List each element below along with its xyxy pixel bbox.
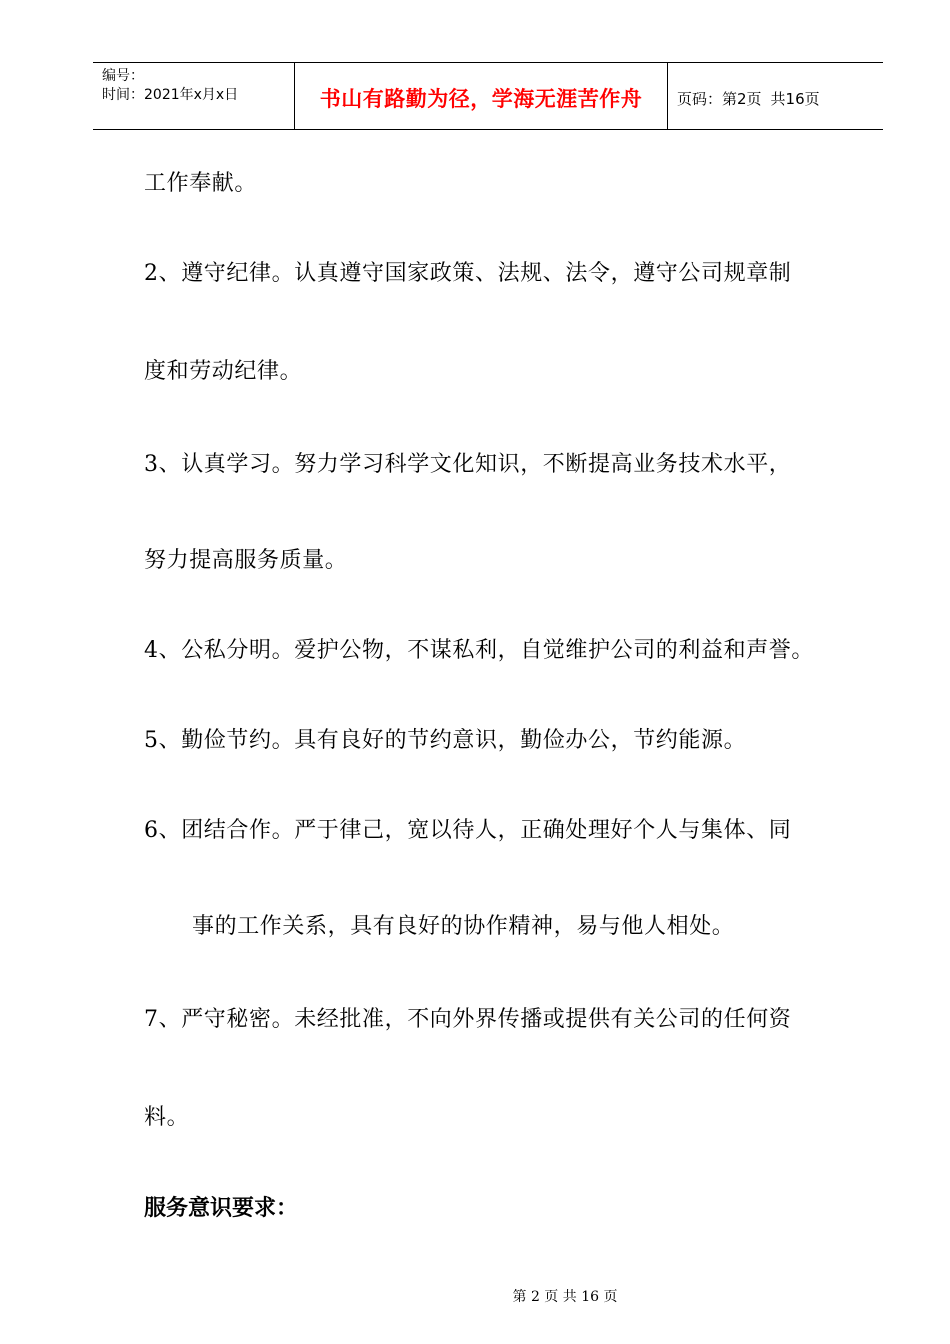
- section-heading: 服务意识要求：: [144, 1196, 299, 1221]
- page-header: [93, 62, 883, 130]
- body-line-9: 事的工作关系，具有良好的协作精神，易与他人相处。: [192, 914, 735, 939]
- document-time-label: 时间：2021年x月x日: [102, 87, 239, 103]
- page-footer: 第 2 页 共 16 页: [512, 1289, 618, 1305]
- header-page-number: 页码：第2页: [677, 89, 762, 108]
- body-line-3: 度和劳动纪律。: [144, 359, 303, 384]
- body-line-10: 7、严守秘密。未经批准，不向外界传播或提供有关公司的任何资: [144, 1007, 792, 1032]
- header-page-info: [668, 63, 883, 129]
- body-line-1: 工作奉献。: [144, 171, 258, 196]
- header-motto: 书山有路勤为径，学海无涯苦作舟: [295, 63, 668, 129]
- header-page-total: 共16页: [770, 89, 820, 108]
- body-line-5: 努力提高服务质量。: [144, 548, 348, 573]
- body-line-6: 4、公私分明。爱护公物，不谋私利，自觉维护公司的利益和声誉。: [144, 638, 814, 663]
- body-line-2: 2、遵守纪律。认真遵守国家政策、法规、法令，遵守公司规章制: [144, 261, 792, 286]
- body-line-4: 3、认真学习。努力学习科学文化知识，不断提高业务技术水平，: [144, 452, 792, 477]
- body-line-11: 料。: [144, 1105, 190, 1130]
- document-number-label: 编号：: [102, 68, 144, 84]
- body-line-7: 5、勤俭节约。具有良好的节约意识，勤俭办公，节约能源。: [144, 728, 747, 753]
- body-line-8: 6、团结合作。严于律己，宽以待人，正确处理好个人与集体、同: [144, 818, 792, 843]
- header-meta: [93, 63, 295, 129]
